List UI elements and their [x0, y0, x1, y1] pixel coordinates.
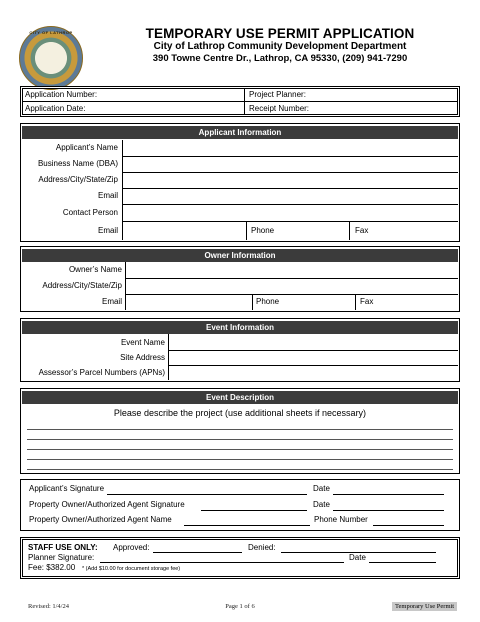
owner-name-label: Owner’s Name	[68, 265, 122, 274]
fee-label: Fee: $382.00	[28, 563, 76, 572]
contact-person-label: Contact Person	[62, 208, 118, 217]
applicant-heading: Applicant Information	[22, 126, 458, 139]
planner-signature-line[interactable]	[100, 562, 344, 563]
approved-label: Approved:	[113, 543, 150, 552]
project-planner-field[interactable]: Project Planner:	[249, 90, 306, 99]
event-name-label: Event Name	[120, 338, 165, 347]
denied-label: Denied:	[248, 543, 276, 552]
form-tag: Temporary Use Permit	[392, 602, 457, 611]
event-heading: Event Information	[22, 321, 458, 334]
staff-use-label: STAFF USE ONLY:	[28, 543, 98, 552]
applicant-phone-label: Phone	[251, 226, 275, 235]
apn-label: Assessor’s Parcel Numbers (APNs)	[38, 368, 165, 377]
site-address-label: Site Address	[120, 353, 165, 362]
staff-date-line[interactable]	[369, 562, 436, 563]
date-label-2: Date	[313, 500, 330, 509]
form-title: TEMPORARY USE PERMIT APPLICATION	[145, 26, 415, 41]
description-heading: Event Description	[22, 391, 458, 404]
applicant-address-label: Address/City/State/Zip	[38, 175, 118, 184]
date-line-1[interactable]	[333, 494, 444, 495]
applicant-signature-label: Applicant’s Signature	[29, 484, 105, 493]
contact-email-label: Email	[97, 226, 118, 235]
application-number-field[interactable]: Application Number:	[25, 90, 98, 99]
planner-signature-label: Planner Signature:	[28, 553, 95, 562]
description-line[interactable]	[27, 439, 453, 440]
date-label-1: Date	[313, 484, 330, 493]
applicant-email-label: Email	[97, 191, 118, 200]
owner-phone-label: Phone	[256, 297, 280, 306]
applicant-name-label: Applicant’s Name	[55, 143, 118, 152]
owner-address-label: Address/City/State/Zip	[42, 281, 122, 290]
city-seal-logo	[19, 26, 83, 90]
department-name: City of Lathrop Community Development Department	[153, 41, 407, 52]
applicant-signature-line[interactable]	[107, 494, 307, 495]
description-prompt: Please describe the project (use additional sheets if necessary)	[113, 408, 367, 418]
application-date-field[interactable]: Application Date:	[25, 104, 86, 113]
description-line[interactable]	[27, 449, 453, 450]
staff-date-label: Date	[349, 553, 366, 562]
owner-signature-label: Property Owner/Authorized Agent Signature	[29, 500, 185, 509]
owner-name-label-sig: Property Owner/Authorized Agent Name	[29, 515, 172, 524]
business-name-label: Business Name (DBA)	[37, 159, 118, 168]
description-line[interactable]	[27, 459, 453, 460]
seal-text: CITY OF LATHROP	[29, 30, 73, 35]
owner-name-line[interactable]	[184, 525, 310, 526]
phone-number-line[interactable]	[373, 525, 444, 526]
owner-signature-line[interactable]	[201, 510, 307, 511]
receipt-number-field[interactable]: Receipt Number:	[249, 104, 310, 113]
date-line-2[interactable]	[333, 510, 444, 511]
department-address: 390 Towne Centre Dr., Lathrop, CA 95330, (209) 941-7290	[152, 53, 408, 64]
page-number: Page 1 of 6	[225, 603, 255, 610]
fee-note: * (Add $10.00 for document storage fee)	[82, 566, 181, 572]
owner-fax-label: Fax	[360, 297, 374, 306]
description-line[interactable]	[27, 469, 453, 470]
owner-heading: Owner Information	[22, 249, 458, 262]
phone-number-label: Phone Number	[314, 515, 368, 524]
applicant-fax-label: Fax	[355, 226, 369, 235]
revised-date: Revised: 1/4/24	[28, 603, 69, 610]
approved-line[interactable]	[153, 552, 242, 553]
description-line[interactable]	[27, 429, 453, 430]
owner-email-label: Email	[101, 297, 122, 306]
